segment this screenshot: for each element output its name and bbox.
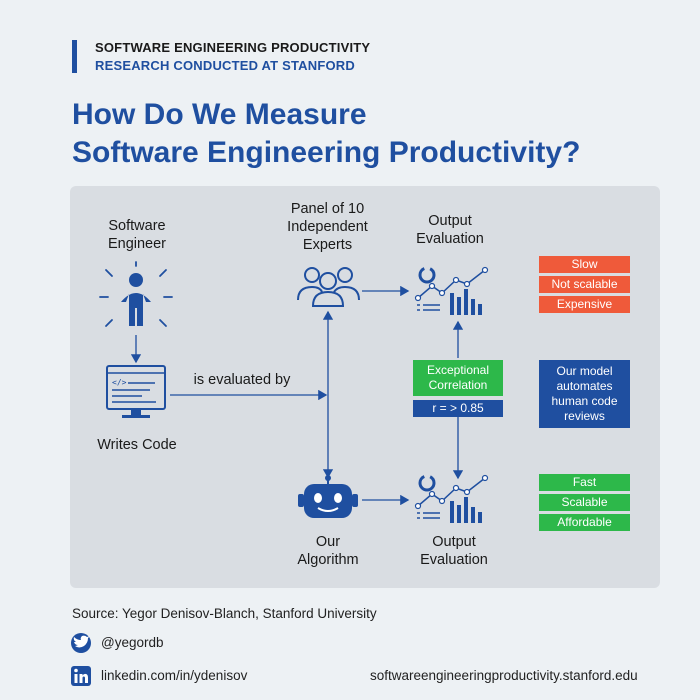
experts-label-line-2: Independent [287,219,368,235]
correlation-value-box: r = > 0.85 [413,400,503,417]
output-eval-top-line-2: Evaluation [416,231,484,247]
con-slow: Slow [539,256,630,273]
output-eval-top-line-1: Output [428,213,472,229]
output-eval-bottom-line-1: Output [432,534,476,550]
engineer-label-line-1: Software [108,218,166,234]
website-link[interactable]: softwareengineeringproductivity.stanford.edu [370,668,638,683]
pro-affordable: Affordable [539,514,630,531]
evaluated-by-label: is evaluated by [193,372,291,388]
writes-code-label: Writes Code [97,437,177,453]
title-line-2: Software Engineering Productivity? [72,136,581,169]
engineer-label-line-2: Engineer [107,236,167,252]
pro-fast: Fast [539,474,630,491]
source-citation: Source: Yegor Denisov-Blanch, Stanford University [72,606,377,621]
algorithm-label-line-1: Our [315,534,341,550]
con-not-scalable: Not scalable [539,276,630,293]
correlation-line-2: Correlation [428,378,488,392]
model-note-line-1: Our model [556,364,613,378]
output-eval-bottom-line-2: Evaluation [420,552,488,568]
con-expensive: Expensive [539,296,630,313]
model-note-line-3: human code [551,394,618,408]
experts-label-line-3: Experts [302,237,353,253]
model-note-line-4: reviews [564,409,605,423]
linkedin-link[interactable]: linkedin.com/in/ydenisov [101,668,248,683]
model-note-line-2: automates [556,379,613,393]
pro-scalable: Scalable [539,494,630,511]
correlation-line-1: Exceptional [426,363,490,377]
svg-text:</>: </> [112,378,127,387]
experts-label-line-1: Panel of 10 [290,201,365,217]
header-line-2: RESEARCH CONDUCTED AT STANFORD [95,58,355,73]
title-line-1: How Do We Measure [72,98,367,131]
twitter-handle[interactable]: @yegordb [101,635,164,650]
algorithm-label-line-2: Algorithm [297,552,359,568]
header-line-1: SOFTWARE ENGINEERING PRODUCTIVITY [95,40,371,55]
